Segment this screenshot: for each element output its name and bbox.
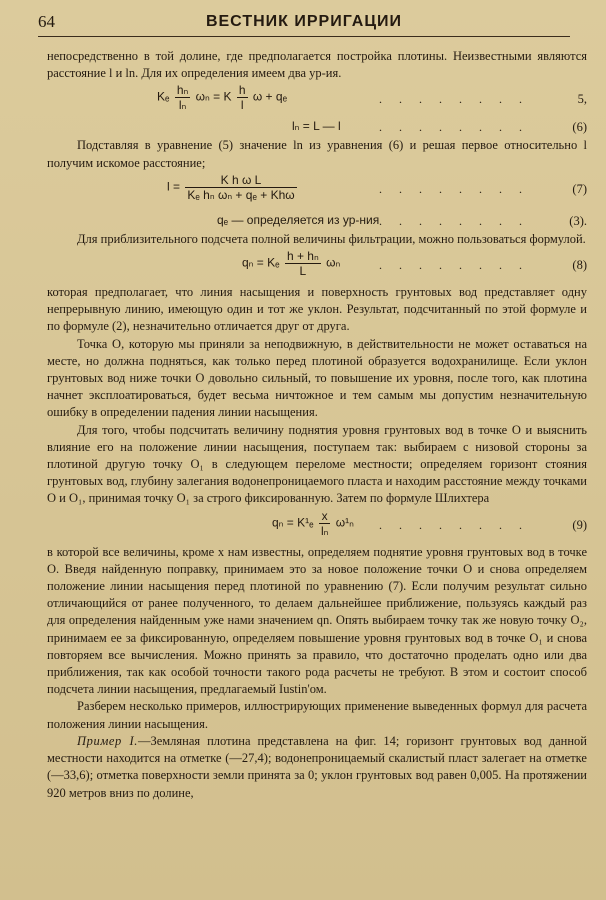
leader-dots: . . . . . . . . xyxy=(379,181,529,196)
journal-title: ВЕСТНИК ИРРИГАЦИИ xyxy=(205,13,403,30)
paragraph-8: Разберем несколько примеров, иллюстрирующих применение выведенных формул для расчета положения линии насыщения. xyxy=(47,699,587,731)
paragraph-7: в которой все величины, кроме x нам известны, определяем поднятие уровня грунтовых вод в точке О. Введя найденную поправку, принимаем это за новое положение точки О и снова определяем положение линии насыщения перед плотиной по уравнению (7). Если получим результат сильно отличающийся от ранее полученного, то делаем дальнейшее приближение, пользуясь каждый раз для определения найденным уже нами значением qn. Опять выбираем точку так же новую точку O₂, принимаем ее за фиксированную, определяем повышение уровня грунтовых вод в точке O₁ и снова повторяем все вычисления. Можно принять за правило, что достаточно проделать одно или два приближения, так как особой точности такого рода расчеты не требуют. В этом и состоит способ подсчета линии насыщения, предлагаемый Iustin'ом. xyxy=(47,544,587,697)
example-text: —Земляная плотина представлена на фиг. 14; горизонт грунтовых вод данной местности находится на отметке (—27,4); водонепроницаемый скалистый пласт залегает на отметке (—33,6); отметка поверхности земли принята за 0; уклон грунтовых вод равен 0,005. На протяжении 920 метров вниз по долине, xyxy=(47,733,587,800)
equation-number: (8) xyxy=(572,258,587,273)
paragraph-9 xyxy=(47,733,587,802)
equation-number: (6) xyxy=(572,120,587,135)
page-header xyxy=(38,8,570,37)
article-body xyxy=(47,48,587,802)
equation-number: (7) xyxy=(572,181,587,196)
leader-dots: . . . . . . . . xyxy=(379,120,529,135)
example-label: Пример I. xyxy=(77,733,138,748)
leader-dots: . . . . . . . . xyxy=(379,213,529,228)
paragraph-6: Для того, чтобы подсчитать величину поднятия уровня грунтовых вод в точке О и выяснить влияние его на положение линии насыщения, поступаем так: выбираем с низовой стороны за плотиной другую точку O₁ в следующем переломе местности; определяем горизонт стояния грунтовых вод, глубину залегания водонепроницаемого пласта и находим расстояние между точками О и O₁, принимая точку O₁ за строго фиксированную. Затем по формуле Шлихтера xyxy=(47,422,587,506)
page-number: 64 xyxy=(38,12,55,31)
leader-dots: . . . . . . . . xyxy=(379,92,529,107)
paragraph-4: которая предполагает, что линия насыщения и поверхность грунтовых вод представляет одну непрерывную линию, имеющую один и тот же уклон. Результат, подсчитанный по этой формуле и по формуле (2), незначительно отличается друг от друга. xyxy=(47,285,587,334)
equation-number: (9) xyxy=(572,517,587,532)
equation-number: (3). xyxy=(569,213,587,228)
equation-7: l = $\frac{\text{K h ω L}}{\text{Kₑ hₙ ωₙ + qₑ + Khω}}$ . . . . . . . . (7) xyxy=(167,172,587,202)
leader-dots: . . . . . . . . xyxy=(379,517,529,532)
equation-8: qₙ = Kₑ $\frac{\text{h + hₙ}}{L}$ ωₙ . . . . . . . . (8) xyxy=(242,249,587,279)
equation-3-reference: qₑ — определяется из ур-ния . . . . . . . . (3). xyxy=(47,212,587,230)
leader-dots: . . . . . . . . xyxy=(379,258,529,273)
equation-9: qₙ = K¹ₑ $\frac{x}{\text{lₙ}}$ ω¹ₙ . . . . . . . . (9) xyxy=(272,508,587,538)
equation-5: Kₑ $\frac{\text{hₙ}}{\text{lₙ}}$ ωₙ = K $\frac{h}{l}$ ω + qₑ . . . . . . . . 5, xyxy=(157,83,587,113)
equation-number: 5, xyxy=(577,92,587,107)
paragraph-1: непосредственно в той долине, где предполагается постройка плотины. Неизвестными являются расстояние l и ln. Для их определения имеем два ур-ия. xyxy=(47,49,587,81)
equation-6: lₙ = L — l . . . . . . . . (6) xyxy=(47,118,587,136)
paragraph-3: Для приблизительного подсчета полной величины фильтрации, можно пользоваться формулой. xyxy=(77,231,586,246)
paragraph-5: Точка О, которую мы приняли за неподвижную, в действительности не может оставаться на месте, но должна подняться, как только перед плотиной образуется водохранилище. Если уклон грунтовых вод ниже точки О довольно сильный, то повышение их уровня, после того, как плотина начнет эксплоатироваться, будет весьма ничтожное и тем самым мы допустим незначительную ошибку в определении падения линии насыщения. xyxy=(47,336,587,420)
paragraph-2: Подставляя в уравнение (5) значение ln из уравнения (6) и решая первое относительно l получим искомое расстояние; xyxy=(47,138,587,170)
